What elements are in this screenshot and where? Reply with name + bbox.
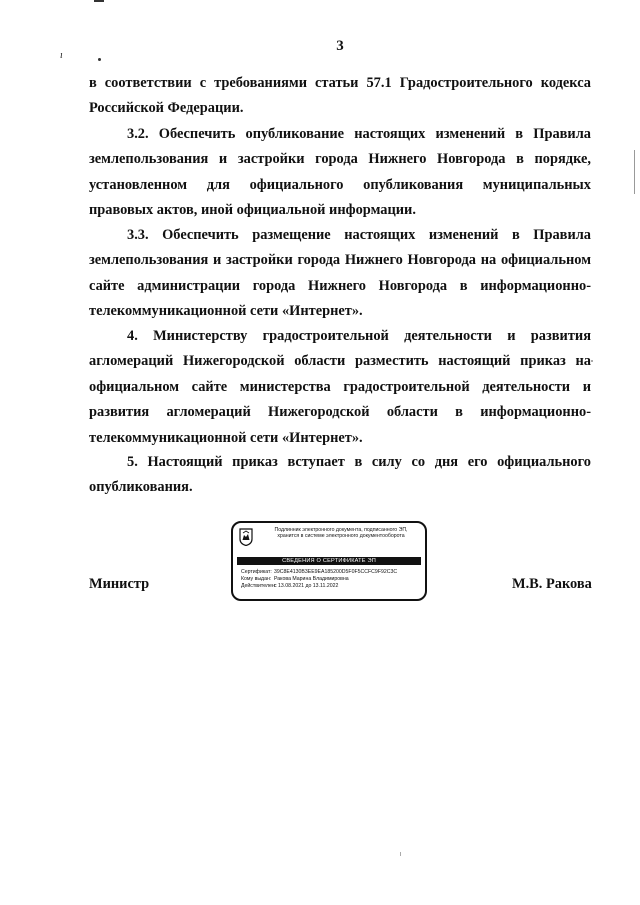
nizhny-novgorod-coat-of-arms-icon xyxy=(239,528,253,546)
stamp-certificate-row xyxy=(241,569,397,575)
scan-dot-left xyxy=(98,58,101,61)
valid-label: Действителен: xyxy=(241,583,277,589)
paragraph-4: 4. Министерству градостроительной деятельности и развития агломераций Нижегородской области разместить настоящий приказ на официальном сайте министерства градостроительной деятельности и развития агломераций Нижегородской области в информационно-телекоммуникационной сети «Интернет». xyxy=(89,328,591,446)
stamp-issued-to-row xyxy=(241,576,349,582)
stamp-header: СВЕДЕНИЯ О СЕРТИФИКАТЕ ЭП xyxy=(237,557,421,565)
scan-dot-bottom xyxy=(400,852,401,856)
certificate-value: 39C8E4130B3EE9EA185200D5F0F5CCFC9F92C3C xyxy=(274,569,398,575)
stamp-note-line-1: Подлинник электронного документа, подписанного ЭП, xyxy=(274,527,408,533)
paragraph-5-block xyxy=(89,450,591,501)
stamp-note xyxy=(259,527,423,540)
issued-to-value: Ракова Марина Владимировна xyxy=(274,576,349,582)
scan-dot-right xyxy=(591,360,593,362)
paragraph-3-3-block xyxy=(89,223,591,325)
scan-mark-top xyxy=(94,0,104,2)
scan-mark-left: ı xyxy=(60,50,63,61)
valid-value: с 13.08.2021 до 13.11.2022 xyxy=(274,583,339,589)
signer-name: М.В. Ракова xyxy=(512,576,592,592)
signer-title: Министр xyxy=(89,576,150,592)
paragraph-continuation xyxy=(89,71,591,122)
paragraph-4-block xyxy=(89,324,591,451)
paragraph-1: в соответствии с требованиями статьи 57.1 Градостроительного кодекса Российской Федерации. xyxy=(89,75,591,117)
issued-to-label: Кому выдан: xyxy=(241,576,272,582)
page-number: 3 xyxy=(336,38,344,54)
stamp-note-line-2: хранится в системе электронного документооборота xyxy=(277,533,405,540)
stamp-valid-row xyxy=(241,583,338,589)
electronic-signature-stamp xyxy=(231,521,427,601)
paragraph-3-3: 3.3. Обеспечить размещение настоящих изменений в Правила землепользования и застройки города Нижнего Новгорода на официальном сайте администрации города Нижнего Новгорода в информационно-телекоммуникационной сети «Интернет». xyxy=(89,227,591,320)
scan-line-right xyxy=(634,150,635,194)
paragraph-5: 5. Настоящий приказ вступает в силу со дня его официального опубликования. xyxy=(89,454,591,496)
paragraph-3-2: 3.2. Обеспечить опубликование настоящих изменений в Правила землепользования и застройки города Нижнего Новгорода в порядке, установленном для официального опубликования муниципальных правовых актов, иной официальной информации. xyxy=(89,126,591,219)
paragraph-3-2-block xyxy=(89,122,591,224)
certificate-label: Сертификат: xyxy=(241,569,272,575)
